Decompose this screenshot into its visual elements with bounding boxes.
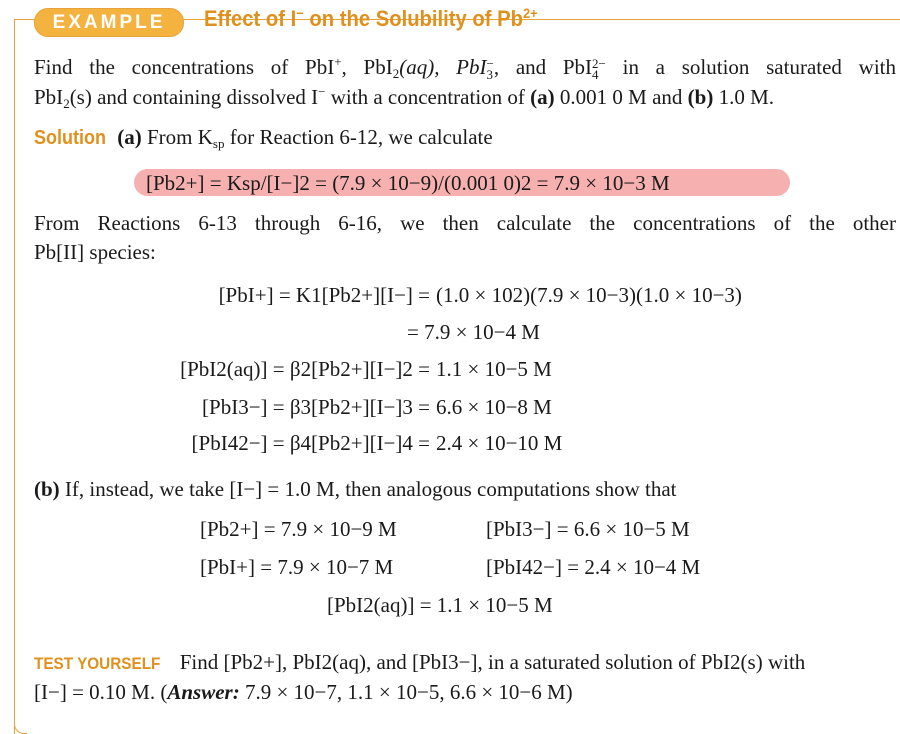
test-yourself-line-1: TEST YOURSELF Find [Pb2+], PbI2(aq), and [PbI3−], in a saturated solution of PbI2(s) with	[34, 650, 806, 674]
eq-pbi2-rhs: 1.1 × 10−5 M	[436, 357, 552, 381]
part-b-pbi2: [PbI2(aq)] = 1.1 × 10−5 M	[327, 593, 553, 617]
ksp-equation: [Pb2+] = Ksp/[I−]2 = (7.9 × 10−9)/(0.001 0)2 = 7.9 × 10−3 M	[146, 171, 670, 195]
eq-pbi3-lhs: [PbI3−] = β3[Pb2+][I−]3 =	[202, 395, 430, 419]
eq-pbi4-lhs: [PbI42−] = β4[Pb2+][I−]4 =	[191, 431, 430, 455]
eq-pbi-lhs: [PbI+] = K1[Pb2+][I−] =	[218, 283, 430, 307]
problem-line-1: Find the concentrations of PbI+, PbI$_2$(aq), PbI − 3 , and PbI 2− 4 in a solution saturated with	[34, 54, 896, 82]
test-yourself-line-2: [I−] = 0.10 M. (Answer: 7.9 × 10−7, 1.1 × 10−5, 6.6 × 10−6 M)	[34, 680, 573, 704]
reactions-line-2: Pb[II] species:	[34, 240, 156, 264]
part-b-pbi3: [PbI3−] = 6.6 × 10−5 M	[486, 517, 690, 541]
solution-intro: Solution (a) From $K_{sp}$ for Reaction 6-12, we calculate	[34, 125, 493, 151]
part-b-pbi4: [PbI42−] = 2.4 × 10−4 M	[486, 555, 701, 579]
test-yourself-label: TEST YOURSELF	[34, 654, 161, 673]
eq-pbi4-rhs: 2.4 × 10−10 M	[436, 431, 563, 455]
eq-pbi-result: = 7.9 × 10−4 M	[407, 320, 540, 344]
solution-label: Solution	[34, 127, 106, 149]
frame-corner	[14, 721, 27, 734]
example-title: Effect of I− on the Solubility of $Pb^{2+}$	[204, 5, 538, 31]
part-b-intro: (b) If, instead, we take [I−] = 1.0 M, then analogous computations show that	[34, 477, 677, 501]
part-b-pbi: [PbI+] = 7.9 × 10−7 M	[200, 555, 394, 579]
eq-pbi-rhs: (1.0 × 102)(7.9 × 10−3)(1.0 × 10−3)	[436, 283, 742, 307]
frame-left-rule	[14, 19, 15, 734]
reactions-line-1: From Reactions 6-13 through 6-16, we then calculate the concentrations of the other	[34, 211, 896, 235]
eq-pbi3-rhs: 6.6 × 10−8 M	[436, 395, 552, 419]
eq-pbi2-lhs: [PbI2(aq)] = β2[Pb2+][I−]2 =	[180, 357, 430, 381]
example-badge: EXAMPLE	[34, 8, 184, 37]
problem-line-2: PbI$_2$(s) and containing dissolved I− with a concentration of (a) 0.001 0 M and (b) 1.0 M.	[34, 84, 775, 111]
part-b-pb: [Pb2+] = 7.9 × 10−9 M	[200, 517, 397, 541]
